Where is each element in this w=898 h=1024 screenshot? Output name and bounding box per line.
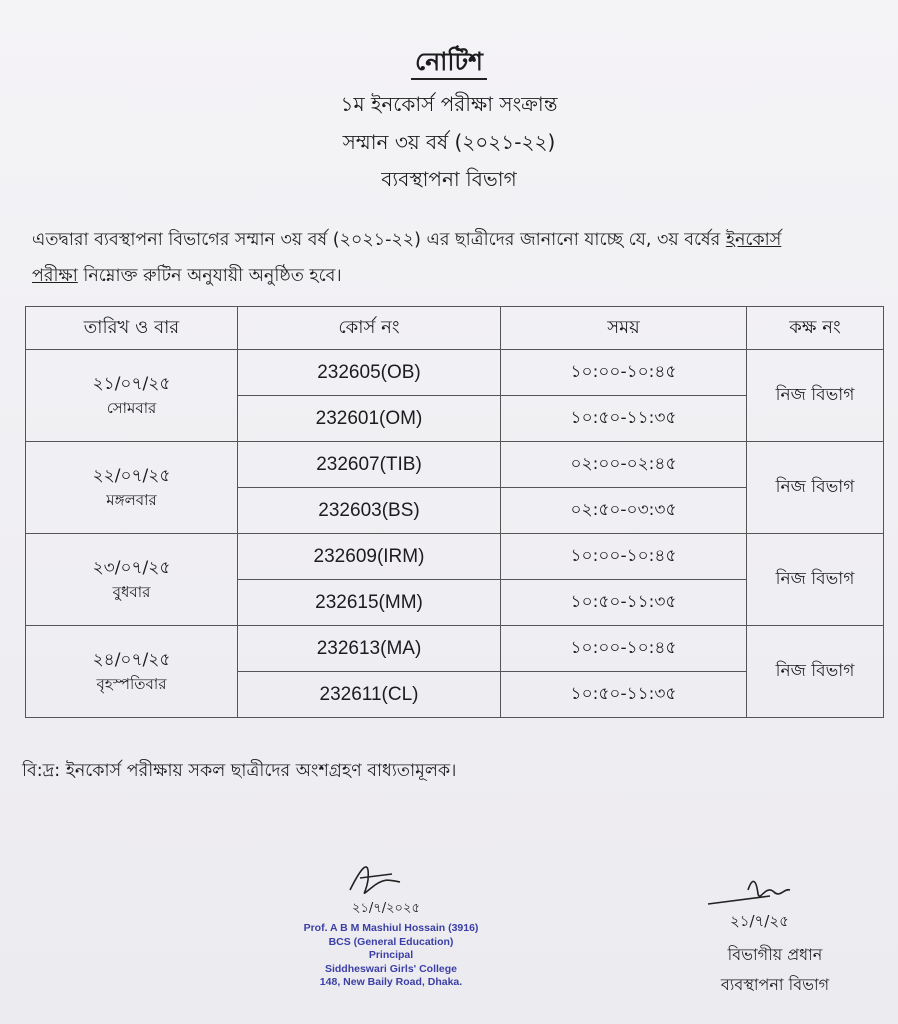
head-title: বিভাগীয় প্রধান <box>727 945 823 964</box>
head-department: ব্যবস্থাপনা বিভাগ <box>720 975 830 994</box>
exam-time: ১০:০০-১০:৪৫ <box>501 626 747 672</box>
date-cell <box>26 442 238 534</box>
header-room: কক্ষ নং <box>747 307 884 350</box>
head-signature <box>700 870 840 940</box>
course-code: 232601(OM) <box>238 396 501 442</box>
exam-day: বৃহস্পতিবার <box>96 674 167 693</box>
table-row <box>26 534 884 580</box>
room-cell: নিজ বিভাগ <box>747 534 884 626</box>
date-cell <box>26 534 238 626</box>
exam-day: বুধবার <box>112 582 151 601</box>
room-cell: নিজ বিভাগ <box>747 626 884 718</box>
header-date: তারিখ ও বার <box>26 307 238 350</box>
room-cell: নিজ বিভাগ <box>747 350 884 442</box>
table-row <box>26 442 884 488</box>
course-code: 232607(TIB) <box>238 442 501 488</box>
principal-signature <box>330 850 430 920</box>
exam-date: ২৪/০৭/২৫ <box>92 649 171 670</box>
exam-date: ২১/০৭/২৫ <box>92 373 171 394</box>
exam-time: ১০:৫০-১১:৩৫ <box>501 580 747 626</box>
header-time: সময় <box>501 307 747 350</box>
exam-time: ০২:৫০-০৩:৩৫ <box>501 488 747 534</box>
notice-subtitle: ১ম ইনকোর্স পরীক্ষা সংক্রান্ত <box>340 92 558 116</box>
exam-day: সোমবার <box>106 398 157 417</box>
exam-date: ২২/০৭/২৫ <box>92 465 171 486</box>
exam-time: ১০:০০-১০:৪৫ <box>501 350 747 396</box>
notice-title: নোটিশ <box>0 42 898 85</box>
exam-time: ১০:৫০-১১:৩৫ <box>501 672 747 718</box>
notice-department: ব্যবস্থাপনা বিভাগ <box>381 167 517 191</box>
date-cell <box>26 350 238 442</box>
principal-signature-date: ২১/৭/২০২৫ <box>352 901 420 916</box>
footnote: বি:দ্র: ইনকোর্স পরীক্ষায় সকল ছাত্রীদের অংশগ্রহণ বাধ্যতামূলক। <box>22 761 457 781</box>
table-row <box>26 626 884 672</box>
table-row <box>26 350 884 396</box>
head-signature-date: ২১/৭/২৫ <box>730 912 789 930</box>
date-cell <box>26 626 238 718</box>
course-code: 232615(MM) <box>238 580 501 626</box>
course-code: 232605(OB) <box>238 350 501 396</box>
course-code: 232609(IRM) <box>238 534 501 580</box>
table-header-row <box>26 307 884 350</box>
course-code: 232613(MA) <box>238 626 501 672</box>
header-course: কোর্স নং <box>238 307 501 350</box>
exam-time: ০২:০০-০২:৪৫ <box>501 442 747 488</box>
exam-day: মঙ্গলবার <box>106 490 157 509</box>
course-code: 232603(BS) <box>238 488 501 534</box>
head-signatory <box>700 940 850 1000</box>
notice-year: সম্মান ৩য় বর্ষ (২০২১-২২) <box>342 130 556 154</box>
exam-time: ১০:০০-১০:৪৫ <box>501 534 747 580</box>
exam-date: ২৩/০৭/২৫ <box>92 557 171 578</box>
exam-time: ১০:৫০-১১:৩৫ <box>501 396 747 442</box>
room-cell: নিজ বিভাগ <box>747 442 884 534</box>
intro-paragraph: এতদ্বারা ব্যবস্থাপনা বিভাগের সম্মান ৩য় বর্ষ (২০২১-২২) এর ছাত্রীদের জানানো যাচ্ছে যে, ৩য় বর্ষের ইনকোর্স পরীক্ষা নিম্নোক্ত রুটিন অনুযায়ী অনুষ্ঠিত হবে। <box>32 230 782 286</box>
principal-stamp: Prof. A B M Mashiul Hossain (3916) BCS (General Education) Principal Siddheswari Girls' College 148, New Baily Road, Dhaka. <box>303 922 479 988</box>
course-code: 232611(CL) <box>238 672 501 718</box>
exam-routine-table <box>25 306 884 718</box>
